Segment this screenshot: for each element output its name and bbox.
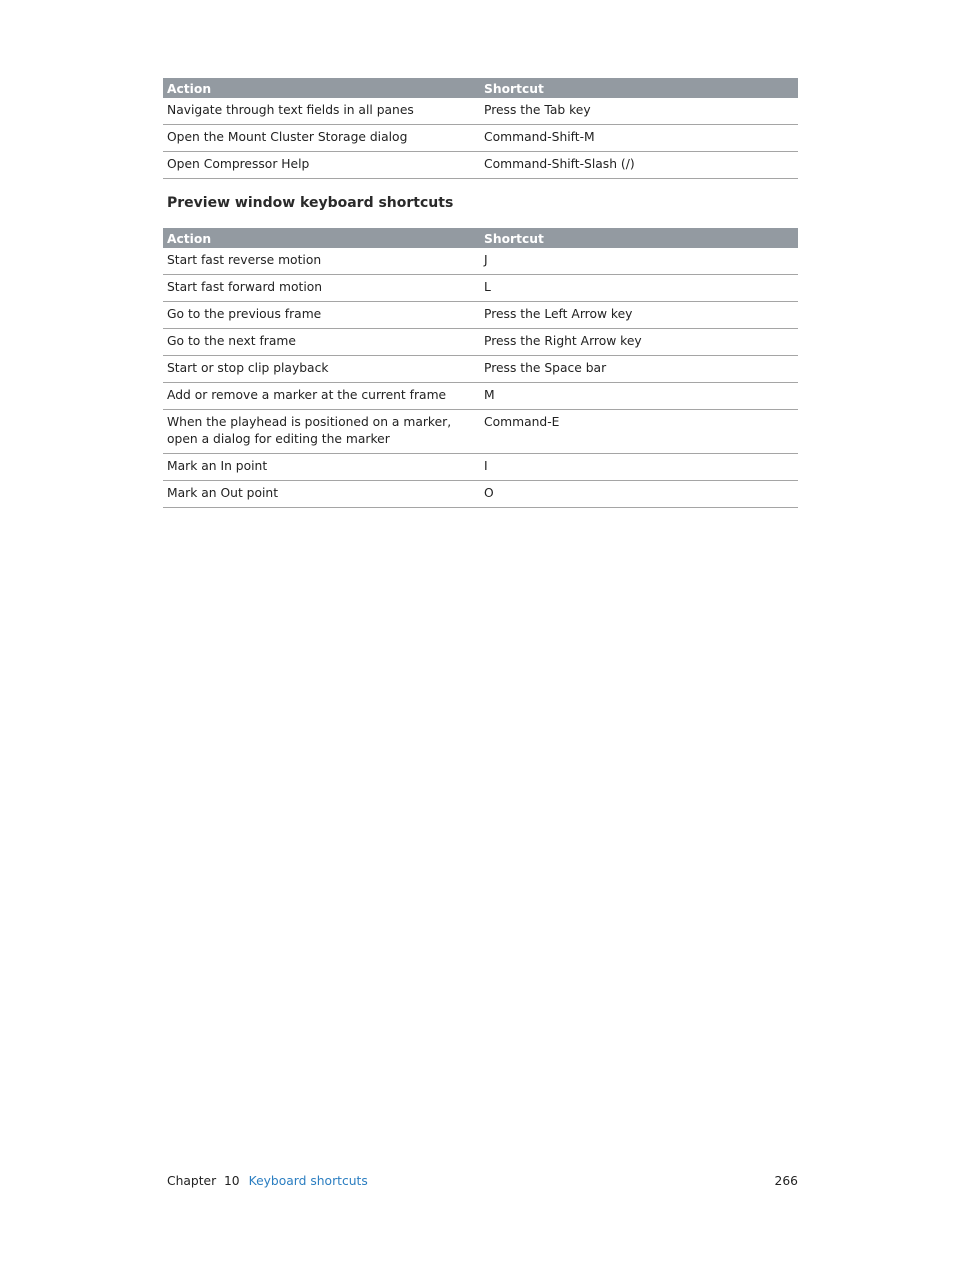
shortcut-cell: Press the Right Arrow key: [480, 329, 798, 356]
shortcut-cell: Command-Shift-Slash (/): [480, 152, 798, 179]
table-row: [163, 275, 798, 302]
action-cell: Go to the next frame: [163, 329, 480, 356]
action-cell: Add or remove a marker at the current frame: [163, 383, 480, 410]
table-row: [163, 383, 798, 410]
shortcut-cell: Command-E: [480, 410, 798, 454]
document-page: [163, 78, 798, 508]
column-header-action: Action: [163, 228, 480, 248]
table-header-row: [163, 228, 798, 248]
table-row: [163, 98, 798, 125]
column-header-shortcut: Shortcut: [480, 228, 798, 248]
action-cell: When the playhead is positioned on a marker, open a dialog for editing the marker: [163, 410, 480, 454]
page-footer: [167, 1173, 798, 1190]
table-row: [163, 356, 798, 383]
table-row: [163, 152, 798, 179]
shortcut-cell: Command-Shift-M: [480, 125, 798, 152]
shortcut-cell: O: [480, 481, 798, 508]
shortcut-cell: J: [480, 248, 798, 275]
table-row: [163, 329, 798, 356]
shortcut-cell: Press the Tab key: [480, 98, 798, 125]
table-header-row: [163, 78, 798, 98]
table-row: [163, 302, 798, 329]
action-cell: Open Compressor Help: [163, 152, 480, 179]
action-cell: Go to the previous frame: [163, 302, 480, 329]
column-header-shortcut: Shortcut: [480, 78, 798, 98]
table-row: [163, 454, 798, 481]
action-cell: Mark an Out point: [163, 481, 480, 508]
action-cell: Navigate through text fields in all panes: [163, 98, 480, 125]
action-cell: Open the Mount Cluster Storage dialog: [163, 125, 480, 152]
general-shortcuts-table: [163, 78, 798, 179]
table-row: [163, 410, 798, 454]
action-cell: Mark an In point: [163, 454, 480, 481]
table-row: [163, 125, 798, 152]
section-heading-preview-window: Preview window keyboard shortcuts: [167, 195, 454, 211]
shortcut-cell: M: [480, 383, 798, 410]
preview-window-shortcuts-table: [163, 228, 798, 508]
shortcut-cell: I: [480, 454, 798, 481]
table-row: [163, 481, 798, 508]
action-cell: Start fast forward motion: [163, 275, 480, 302]
column-header-action: Action: [163, 78, 480, 98]
action-cell: Start fast reverse motion: [163, 248, 480, 275]
chapter-title-link[interactable]: Keyboard shortcuts: [248, 1174, 368, 1188]
shortcut-cell: Press the Left Arrow key: [480, 302, 798, 329]
shortcut-cell: L: [480, 275, 798, 302]
shortcut-cell: Press the Space bar: [480, 356, 798, 383]
page-number: 266: [774, 1174, 798, 1188]
chapter-number: Chapter 10: [167, 1174, 240, 1188]
footer-chapter: [167, 1173, 368, 1190]
action-cell: Start or stop clip playback: [163, 356, 480, 383]
table-row: [163, 248, 798, 275]
